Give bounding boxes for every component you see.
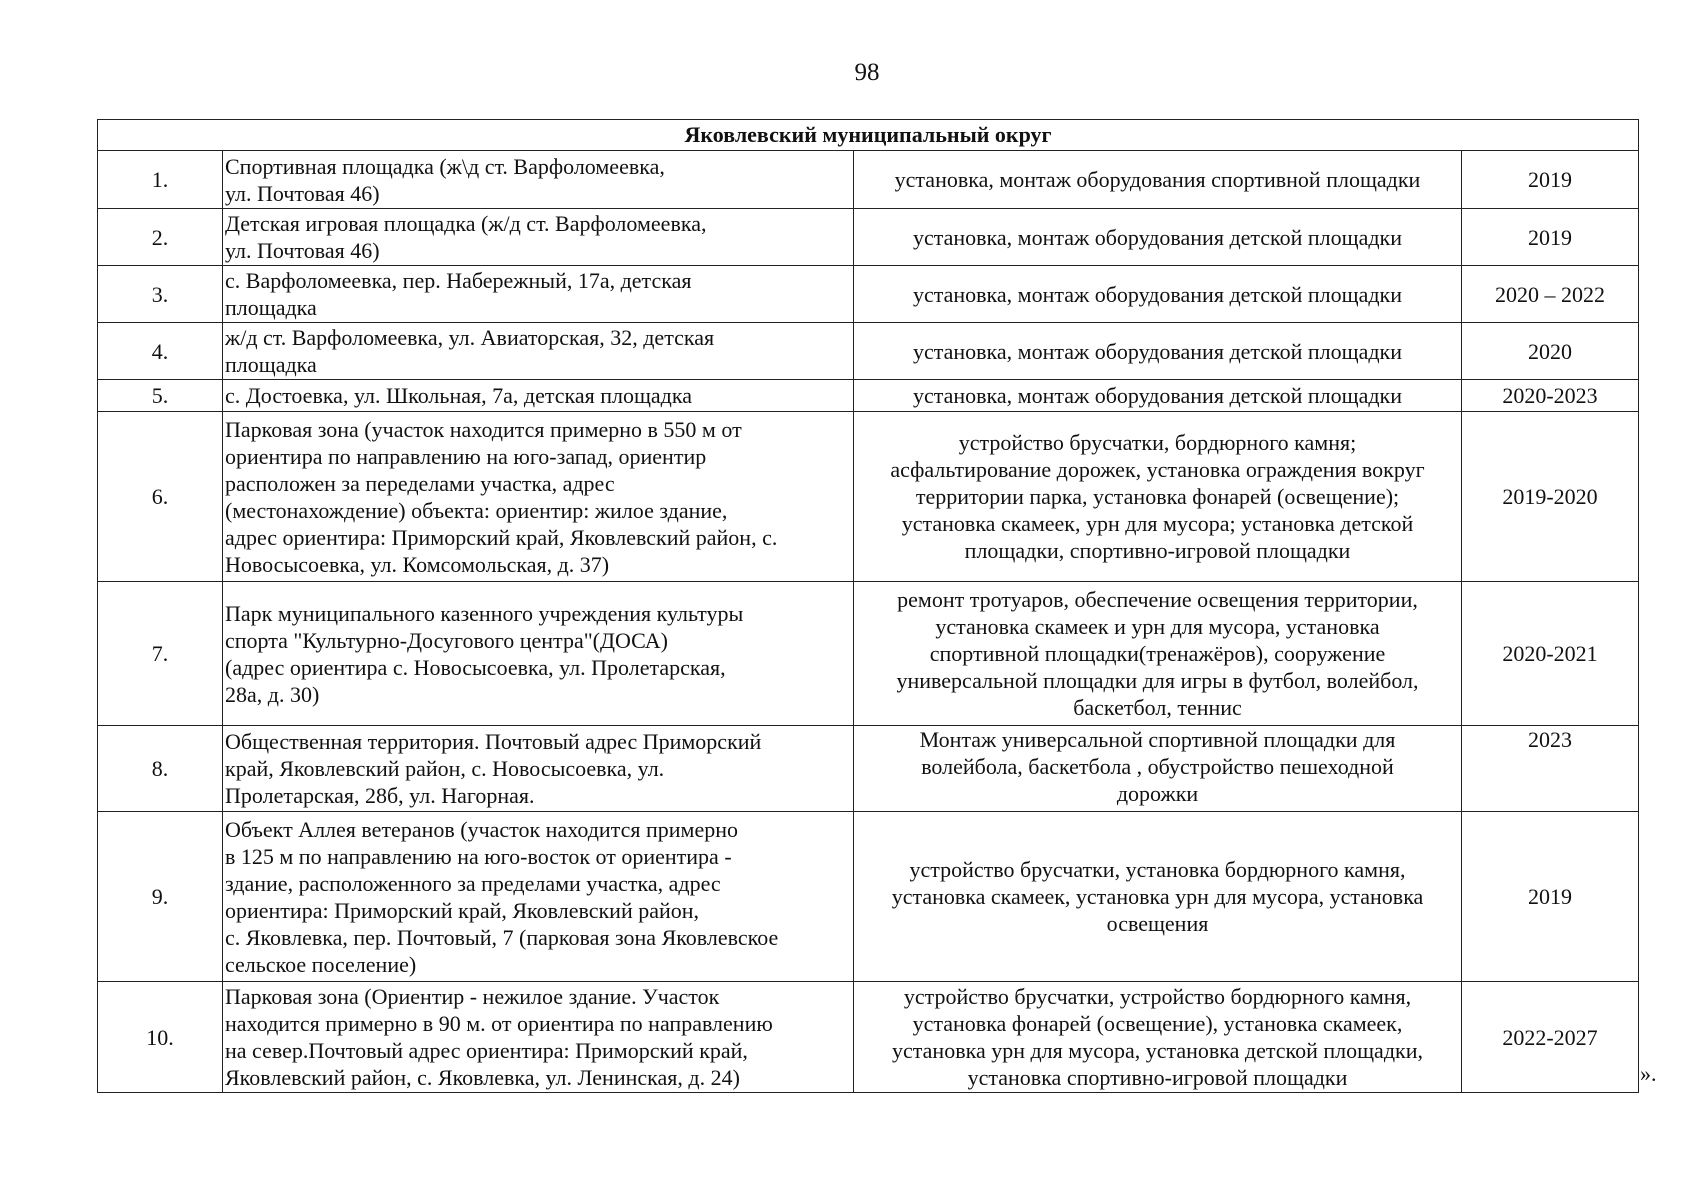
work-line: асфальтирование дорожек, установка ограждения вокруг bbox=[890, 457, 1425, 482]
row-number: 3. bbox=[98, 266, 223, 323]
work-line: универсальной площадки для игры в футбол, волейбол, bbox=[896, 668, 1419, 693]
table-row bbox=[98, 982, 1639, 1093]
address-line: находится примерно в 90 м. от ориентира по направлению bbox=[225, 1011, 773, 1036]
row-number: 10. bbox=[98, 982, 223, 1093]
implementation-years: 2022-2027 bbox=[1462, 982, 1639, 1093]
work-line: установка скамеек, установка урн для мусора, установка bbox=[891, 884, 1424, 909]
object-address bbox=[223, 323, 854, 380]
work-line: установка фонарей (освещение), установка скамеек, bbox=[912, 1011, 1403, 1036]
work-line: устройство брусчатки, установка бордюрного камня, bbox=[909, 857, 1406, 882]
address-line: Пролетарская, 28б, ул. Нагорная. bbox=[225, 783, 535, 808]
address-line: площадка bbox=[225, 352, 317, 377]
work-line: дорожки bbox=[1116, 781, 1199, 806]
address-line: Новосысоевка, ул. Комсомольская, д. 37) bbox=[225, 551, 610, 577]
address-line: Парк муниципального казенного учреждения культуры bbox=[225, 600, 744, 626]
work-line: установка, монтаж оборудования детской площадки bbox=[912, 338, 1403, 364]
implementation-years: 2019-2020 bbox=[1462, 412, 1639, 582]
improvement-table bbox=[97, 119, 1639, 1093]
planned-works bbox=[854, 380, 1462, 412]
work-line: установка скамеек и урн для мусора, установка bbox=[935, 614, 1380, 639]
implementation-years: 2019 bbox=[1462, 151, 1639, 209]
object-address bbox=[223, 582, 854, 726]
address-line: (местонахождение) объекта: ориентир: жилое здание, bbox=[225, 497, 728, 523]
row-number: 1. bbox=[98, 151, 223, 209]
work-line: установка спортивно-игровой площадки bbox=[967, 1065, 1348, 1090]
object-address bbox=[223, 812, 854, 982]
implementation-years: 2020-2021 bbox=[1462, 582, 1639, 726]
planned-works bbox=[854, 412, 1462, 582]
address-line: с. Достоевка, ул. Школьная, 7а, детская площадка bbox=[225, 383, 692, 408]
work-line: устройство брусчатки, бордюрного камня; bbox=[958, 430, 1357, 455]
object-address bbox=[223, 151, 854, 209]
implementation-years: 2023 bbox=[1462, 726, 1639, 812]
address-line: адрес ориентира: Приморский край, Яковлевский район, с. bbox=[225, 524, 778, 550]
work-line: ремонт тротуаров, обеспечение освещения территории, bbox=[897, 587, 1418, 612]
address-line: спорта "Культурно-Досугового центра"(ДОСА) bbox=[225, 627, 668, 653]
implementation-years: 2019 bbox=[1462, 209, 1639, 266]
planned-works bbox=[854, 582, 1462, 726]
table-row bbox=[98, 151, 1639, 209]
table-row bbox=[98, 209, 1639, 266]
work-line: установка урн для мусора, установка детской площадки, bbox=[892, 1038, 1423, 1063]
implementation-years: 2020 bbox=[1462, 323, 1639, 380]
work-line: Монтаж универсальной спортивной площадки для bbox=[919, 727, 1396, 752]
work-line: освещения bbox=[1106, 911, 1209, 936]
address-line: Спортивная площадка (ж\д ст. Варфоломеевка, bbox=[225, 153, 665, 179]
row-number: 5. bbox=[98, 380, 223, 412]
row-number: 6. bbox=[98, 412, 223, 582]
address-line: ж/д ст. Варфоломеевка, ул. Авиаторская, 32, детская bbox=[225, 325, 715, 350]
address-line: Детская игровая площадка (ж/д ст. Варфоломеевка, bbox=[225, 211, 707, 236]
object-address bbox=[223, 266, 854, 323]
work-line: установка скамеек, урн для мусора; установка детской bbox=[901, 511, 1414, 536]
address-line: ул. Почтовая 46) bbox=[225, 238, 380, 263]
object-address bbox=[223, 726, 854, 812]
table-row bbox=[98, 380, 1639, 412]
work-line: волейбола, баскетбола , обустройство пешеходной bbox=[921, 754, 1394, 779]
work-line: территории парка, установка фонарей (освещение); bbox=[915, 484, 1400, 509]
address-line: 28а, д. 30) bbox=[225, 681, 320, 707]
address-line: сельское поселение) bbox=[225, 951, 417, 977]
row-number: 8. bbox=[98, 726, 223, 812]
closing-quote-mark: ». bbox=[1640, 1061, 1657, 1086]
work-line: установка, монтаж оборудования спортивной площадки bbox=[894, 167, 1421, 192]
planned-works bbox=[854, 151, 1462, 209]
planned-works bbox=[854, 982, 1462, 1093]
address-line: Парковая зона (Ориентир - нежилое здание. Участок bbox=[225, 984, 720, 1009]
row-number: 4. bbox=[98, 323, 223, 380]
object-address bbox=[223, 412, 854, 582]
address-line: площадка bbox=[225, 295, 317, 320]
table-row bbox=[98, 812, 1639, 982]
row-number: 9. bbox=[98, 812, 223, 982]
address-line: Общественная территория. Почтовый адрес Приморский bbox=[225, 729, 762, 754]
address-line: край, Яковлевский район, с. Новосысоевка, ул. bbox=[225, 756, 665, 781]
address-line: Яковлевский район, с. Яковлевка, ул. Ленинская, д. 24) bbox=[225, 1065, 740, 1090]
planned-works bbox=[854, 266, 1462, 323]
address-line: ориентира: Приморский край, Яковлевский район, bbox=[225, 897, 700, 923]
table-row bbox=[98, 582, 1639, 726]
work-line: баскетбол, теннис bbox=[1073, 695, 1242, 720]
object-address bbox=[223, 982, 854, 1093]
address-line: Парковая зона (участок находится примерно в 550 м от bbox=[225, 416, 742, 442]
table-row bbox=[98, 726, 1639, 812]
address-line: ул. Почтовая 46) bbox=[225, 180, 380, 206]
address-line: в 125 м по направлению на юго-восток от ориентира - bbox=[225, 843, 732, 869]
implementation-years: 2019 bbox=[1462, 812, 1639, 982]
planned-works bbox=[854, 209, 1462, 266]
row-number: 2. bbox=[98, 209, 223, 266]
section-row bbox=[98, 120, 1639, 151]
address-line: расположен за переделами участка, адрес bbox=[225, 470, 615, 496]
table-row bbox=[98, 412, 1639, 582]
implementation-years: 2020 – 2022 bbox=[1462, 266, 1639, 323]
work-line: площадки, спортивно-игровой площадки bbox=[964, 538, 1351, 563]
work-line: установка, монтаж оборудования детской площадки bbox=[912, 281, 1403, 307]
table-row bbox=[98, 323, 1639, 380]
table-body bbox=[98, 120, 1639, 1093]
implementation-years: 2020-2023 bbox=[1462, 380, 1639, 412]
address-line: Объект Аллея ветеранов (участок находится примерно bbox=[225, 816, 738, 842]
section-title: Яковлевский муниципальный округ bbox=[98, 120, 1639, 151]
address-line: (адрес ориентира с. Новосысоевка, ул. Пролетарская, bbox=[225, 654, 726, 680]
address-line: с. Яковлевка, пер. Почтовый, 7 (парковая зона Яковлевское bbox=[225, 924, 779, 950]
address-line: здание, расположенного за пределами участка, адрес bbox=[225, 870, 721, 896]
row-number: 7. bbox=[98, 582, 223, 726]
object-address bbox=[223, 380, 854, 412]
work-line: установка, монтаж оборудования детской площадки bbox=[912, 224, 1403, 250]
page-number: 98 bbox=[854, 59, 880, 86]
planned-works bbox=[854, 812, 1462, 982]
work-line: установка, монтаж оборудования детской площадки bbox=[912, 383, 1403, 408]
address-line: с. Варфоломеевка, пер. Набережный, 17а, детская bbox=[225, 268, 692, 293]
table-row bbox=[98, 266, 1639, 323]
planned-works bbox=[854, 726, 1462, 812]
address-line: на север.Почтовый адрес ориентира: Приморский край, bbox=[225, 1038, 748, 1063]
address-line: ориентира по направлению на юго-запад, ориентир bbox=[225, 443, 707, 469]
work-line: устройство брусчатки, устройство бордюрного камня, bbox=[903, 984, 1412, 1009]
planned-works bbox=[854, 323, 1462, 380]
object-address bbox=[223, 209, 854, 266]
work-line: спортивной площадки(тренажёров), сооружение bbox=[929, 641, 1386, 666]
